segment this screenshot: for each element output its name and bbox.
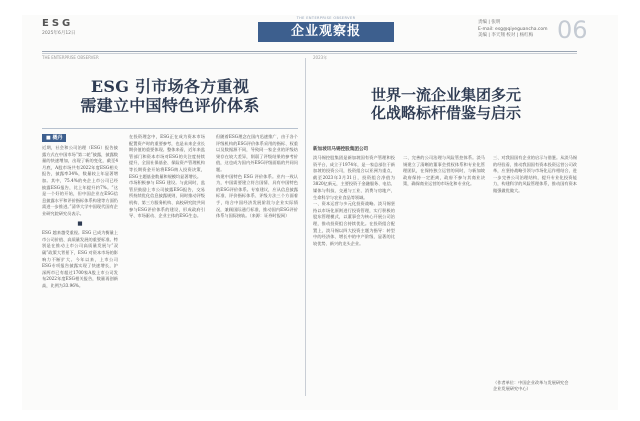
brand-logo: ESG bbox=[42, 18, 74, 29]
contact-line: E-mail: esg@qiyeguancha.com bbox=[478, 26, 548, 32]
right-headline-line: 世界一流企业集团多元 bbox=[370, 86, 521, 104]
left-headline-rule bbox=[42, 128, 298, 129]
subheading-icon: ■ bbox=[77, 220, 83, 227]
masthead-left bbox=[42, 18, 76, 36]
paragraph: ESG 越来越受重视。ESG 已成为衡量上市公司价值、高质量发展的重要标准。特别是在推动上市公司高质量发展与“双碳”政策大背景下，ESG 对资本市场的影响力不断扩大。今年以来，上市公司ESG专项报告披露实现了快速增长，沪深两市已有超过1700家A股上市公司发布2022年度ESG相关报告，数量再创新高，比例为33.96%。 bbox=[42, 230, 118, 288]
right-column-3 bbox=[493, 155, 577, 377]
page-number: 06 bbox=[557, 16, 588, 44]
footnote bbox=[493, 380, 568, 392]
section-title: 企业观察报 bbox=[258, 22, 394, 42]
left-column-1 bbox=[42, 145, 118, 395]
right-column-2 bbox=[403, 155, 485, 395]
right-byline: 新加坡讯马锡控股集团公司 bbox=[313, 147, 369, 152]
abstract-tag: ■ 概丹 bbox=[42, 134, 66, 142]
contact-line: 责编 | 张明 bbox=[478, 20, 501, 25]
masthead-center bbox=[258, 16, 394, 42]
footnote-line: （作者单位：中国企业改革与发展研究会 bbox=[493, 380, 569, 385]
contact-line: 美编 | 李天翔 校对 | 杨红梅 bbox=[478, 33, 534, 38]
right-article-tag: 2023年 bbox=[313, 55, 328, 60]
header-rule bbox=[42, 51, 577, 52]
article-divider bbox=[305, 58, 306, 396]
masthead-contact bbox=[478, 20, 548, 40]
right-headline-line: 化战略标杆借鉴与启示 bbox=[370, 104, 521, 122]
paragraph: 一、资本运营与多元化投资战略。淡马锡坚持以市场化原则进行投资管理，实行积极的股东管理模式，以董事会为核心开展公司治理，推动投资组合持续优化。在投资组合配置上，淡马锡以四大投资主题为指导：转型中的经济体、增长中的中产阶级、显著的比较优势、新兴的龙头企业。 bbox=[313, 201, 395, 246]
paragraph: 在投资理念中，ESG正在成为资本市场配置资产时的重要参考，也是未来企业长期价值的重要体现。整体来看，近年来监管部门和资本市场对ESG的关注度持续提升，全国社保基金、保险资产管理机构等长期资金开始将ESG纳入投资决策，ESG主题基金数量和规模均显著增长。 bbox=[129, 134, 205, 179]
paragraph: 近期，社会和公司治理（ESG）报告披露方式在中国市场“第二轮”披露，披露数量的快速增加，出现了新的变化，截至4月底，A股市场共有2022年度ESG相关报告，披露率34%，数量较上年显著增加。其中，75.4%的央企上市公司已经披露ESG报告，比上年提升约7%。“这是一个好的开始，但中国企业在ESG信息披露水平和评价指标体系构建等方面仍需进一步推进。”清华大学中国现代国有企业研究院研究员表示。 bbox=[42, 145, 118, 216]
edition-subtitle: THE ENTERPRISE OBSERVER bbox=[296, 16, 356, 20]
paragraph: 市场积极参与 ESG 建设。与此同时，监管层鼓励上市公司披露ESG报告，交易所持续优化信息披露规则，同时推动评级机构、第三方服务机构、高校研究院共同参与ESG评价体系的建设，形成政府引导、市场驱动、企业主体的ESG生态。 bbox=[129, 180, 205, 219]
left-headline-line: 需建立中国特色评价体系 bbox=[80, 96, 260, 115]
footnote-line: 企业发展研究中心） bbox=[493, 386, 531, 391]
left-headline bbox=[42, 77, 298, 115]
paragraph: 淡马锡控股集团是新加坡国有资产管理和投资平台，成立于1974年，是一家总部位于新加坡的投资公司，投资组合以亚洲为重点，截至2023年3月31日，投资组合净值为3820亿新元，主要投资于金融服务、电信、媒体与科技、交通与工业、消费与房地产、生命科学与农业食品等领域。 bbox=[313, 155, 395, 200]
right-headline bbox=[360, 86, 532, 122]
left-column-2 bbox=[129, 134, 205, 395]
left-article-tag: THE ENTERPRISE OBSERVER bbox=[42, 55, 99, 60]
paragraph: 二、完善的公司治理与风险管控体系。淡马锡建立了清晰的董事会授权体系和专业化管理团队，在保持独立运营的同时，与新加坡政府保持一定距离，政府不参与其商业决策，确保商业运营的市场化和专业化。 bbox=[403, 155, 485, 187]
paragraph: 但随着ESG理念在国内迅速推广，由于各个评级机构的ESG评价体系采用的指标、权重以及数据源不同，导致同一家企业的评级结果存在较大差异，削弱了评级结果的参考价值，这也成为国内外ESG评级面临的共同问题。 bbox=[216, 134, 298, 172]
header-rule-thin bbox=[42, 53, 577, 54]
paragraph: 构建中国特色 ESG 评价体系。业内一致认为，中国需要建立符合国情、具有中国特色的ESG评价体系。专家建议，应从信息披露标准、评价指标体系、评级方法三个方面着手，结合中国经济发展阶段与企业实际情况，兼顾国际通行标准，推动国内ESG评价体系与国际接轨。（来源：证券时报网） bbox=[216, 173, 298, 219]
right-column-1 bbox=[313, 155, 395, 395]
paragraph: 三、对我国国有企业的启示与借鉴。从淡马锡的经验看，推动我国国有资本投资运营公司改革，应坚持战略引领与市场化运作相结合，进一步完善公司治理结构，提升专业化投资能力，构建科学的风险管理体系，推动国有资本做强做优做大。 bbox=[493, 155, 577, 193]
left-headline-line: ESG 引市场各方重视 bbox=[90, 77, 250, 96]
issue-date: 2025年6月12日 bbox=[42, 31, 76, 36]
left-column-3 bbox=[216, 134, 298, 395]
